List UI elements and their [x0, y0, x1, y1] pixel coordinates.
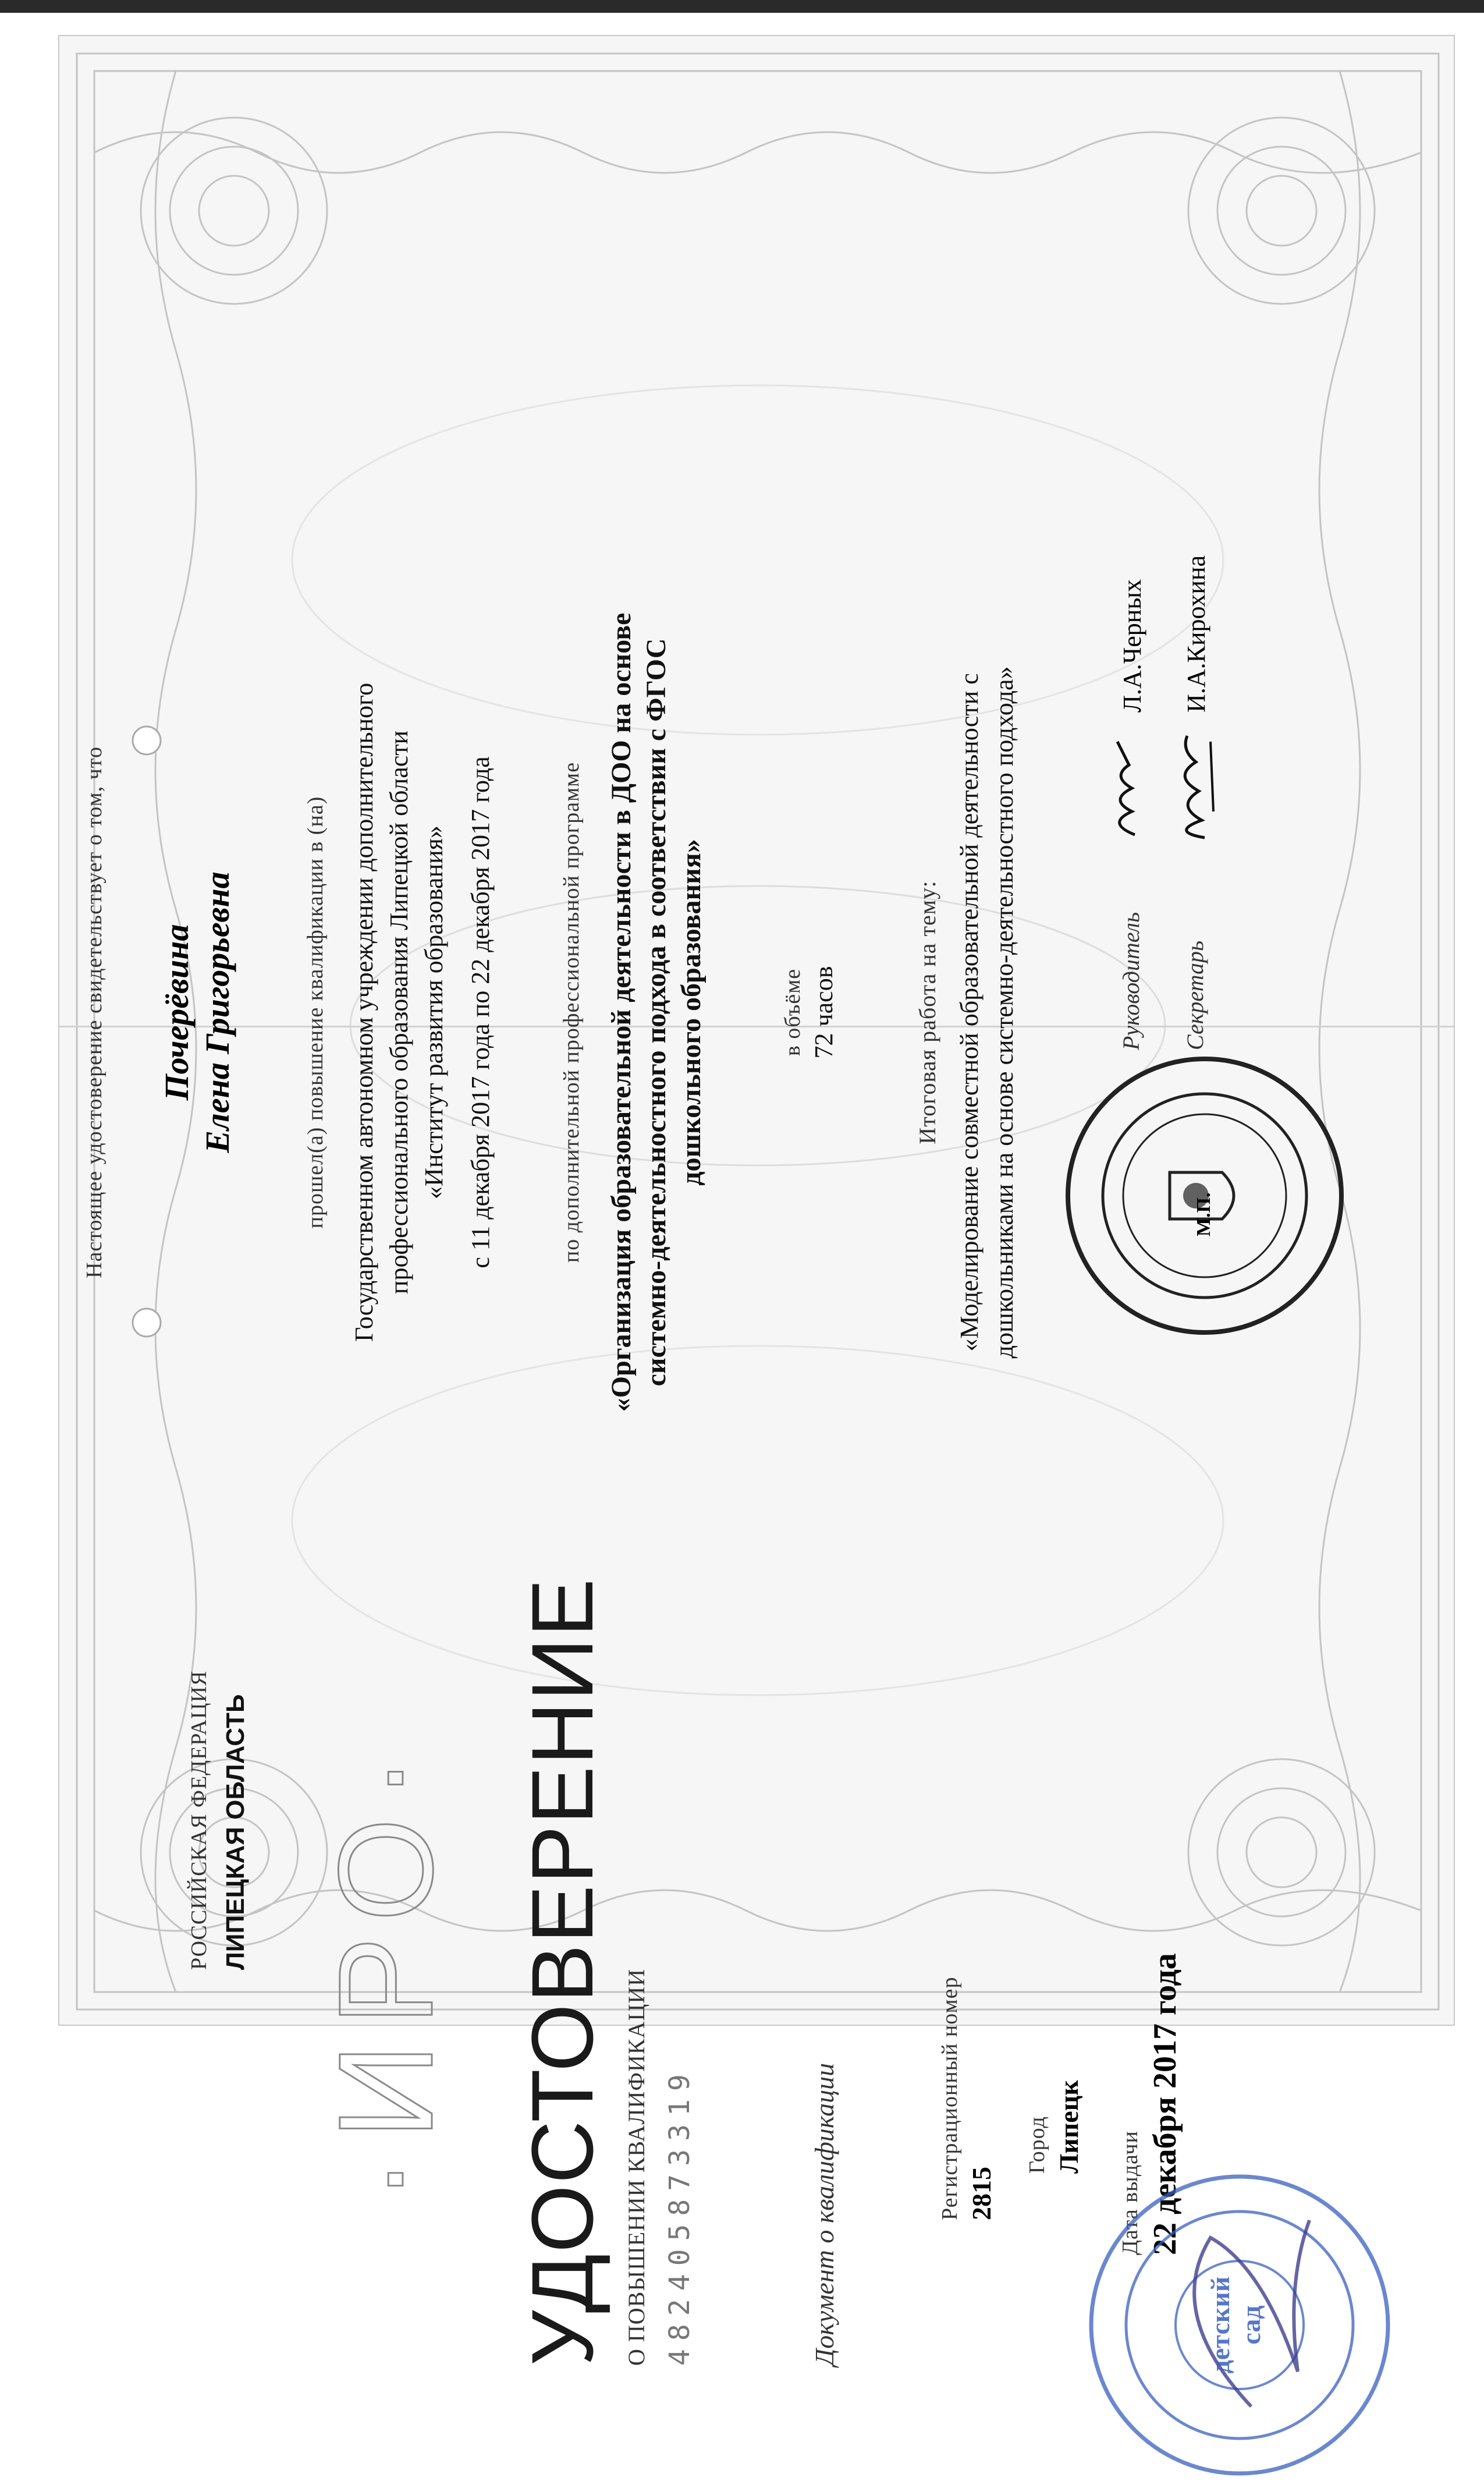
program-line-3: дошкольного образования» — [676, 839, 707, 1186]
head-name: Л.А.Черных — [1118, 579, 1146, 713]
registration-number: 2815 — [967, 2167, 996, 2220]
institution-line-1: Государственном автономном учреждении дополнительного — [350, 683, 378, 1342]
content-panel — [0, 532, 1397, 1493]
scan-top-edge — [0, 0, 1484, 13]
institution-line-3: «Институт развития образования» — [420, 825, 448, 1199]
intro-line: Настоящее удостоверение свидетельствует о том, что — [82, 746, 106, 1278]
program-label: по дополнительной профессиональной программе — [559, 761, 584, 1263]
mp-label: М.П. — [1193, 1192, 1215, 1236]
secretary-signature — [1158, 730, 1222, 846]
certificate-spread — [0, 532, 1397, 2453]
topic-line-1: «Моделирование совместной образовательной деятельности с — [955, 673, 984, 1352]
cover-panel — [0, 1493, 1397, 2453]
program-line-1: «Организация образовательной деятельности в ДОО на основе — [606, 612, 637, 1412]
recipient-surname: Почерёвина — [158, 924, 196, 1101]
country-label: РОССИЙСКАЯ ФЕДЕРАЦИЯ — [187, 1670, 211, 1970]
final-work-label: Итоговая работа на тему: — [914, 880, 940, 1144]
registration-label: Регистрационный номер — [938, 1976, 962, 2220]
iro-logo: ·ИРО· — [311, 1738, 460, 2202]
secretary-name: И.А.Кирохина — [1182, 555, 1210, 713]
study-period: с 11 декабря 2017 года по 22 декабря 2017 года — [466, 756, 495, 1268]
secretary-label: Секретарь — [1182, 940, 1208, 1050]
hours-value: 72 часов — [810, 966, 838, 1059]
institution-line-2: профессионального образования Липецкой области — [385, 730, 413, 1295]
kindergarten-stamp-label: детский сад — [1205, 2276, 1266, 2374]
issue-date: 22 декабря 2017 года — [1147, 1953, 1183, 2255]
passed-line: прошел(а) повышение квалификации в (на) — [303, 796, 328, 1229]
issue-date-label: Дата выдачи — [1118, 2131, 1142, 2255]
region-label: ЛИПЕЦКАЯ ОБЛАСТЬ — [221, 1694, 250, 1970]
program-line-2: системно-деятельностного подхода в соответствии с ФГОС — [641, 638, 672, 1387]
head-signature — [1100, 736, 1152, 841]
serial-number: 482405873319 — [663, 2066, 696, 2366]
city-label: Город — [1025, 2116, 1049, 2174]
document-type: Документ о квалификации — [810, 2062, 839, 2366]
recipient-given-names: Елена Григорьевна — [198, 871, 236, 1153]
certificate-title: УДОСТОВЕРЕНИЕ — [513, 1577, 611, 2366]
topic-line-2: дошкольниками на основе системно-деятельностного подхода» — [990, 666, 1018, 1359]
certificate-subtitle: О ПОВЫШЕНИИ КВАЛИФИКАЦИИ — [623, 1968, 649, 2366]
head-label: Руководитель — [1118, 912, 1144, 1050]
city-value: Липецк — [1054, 2080, 1084, 2174]
volume-label: в объёме — [780, 968, 805, 1057]
